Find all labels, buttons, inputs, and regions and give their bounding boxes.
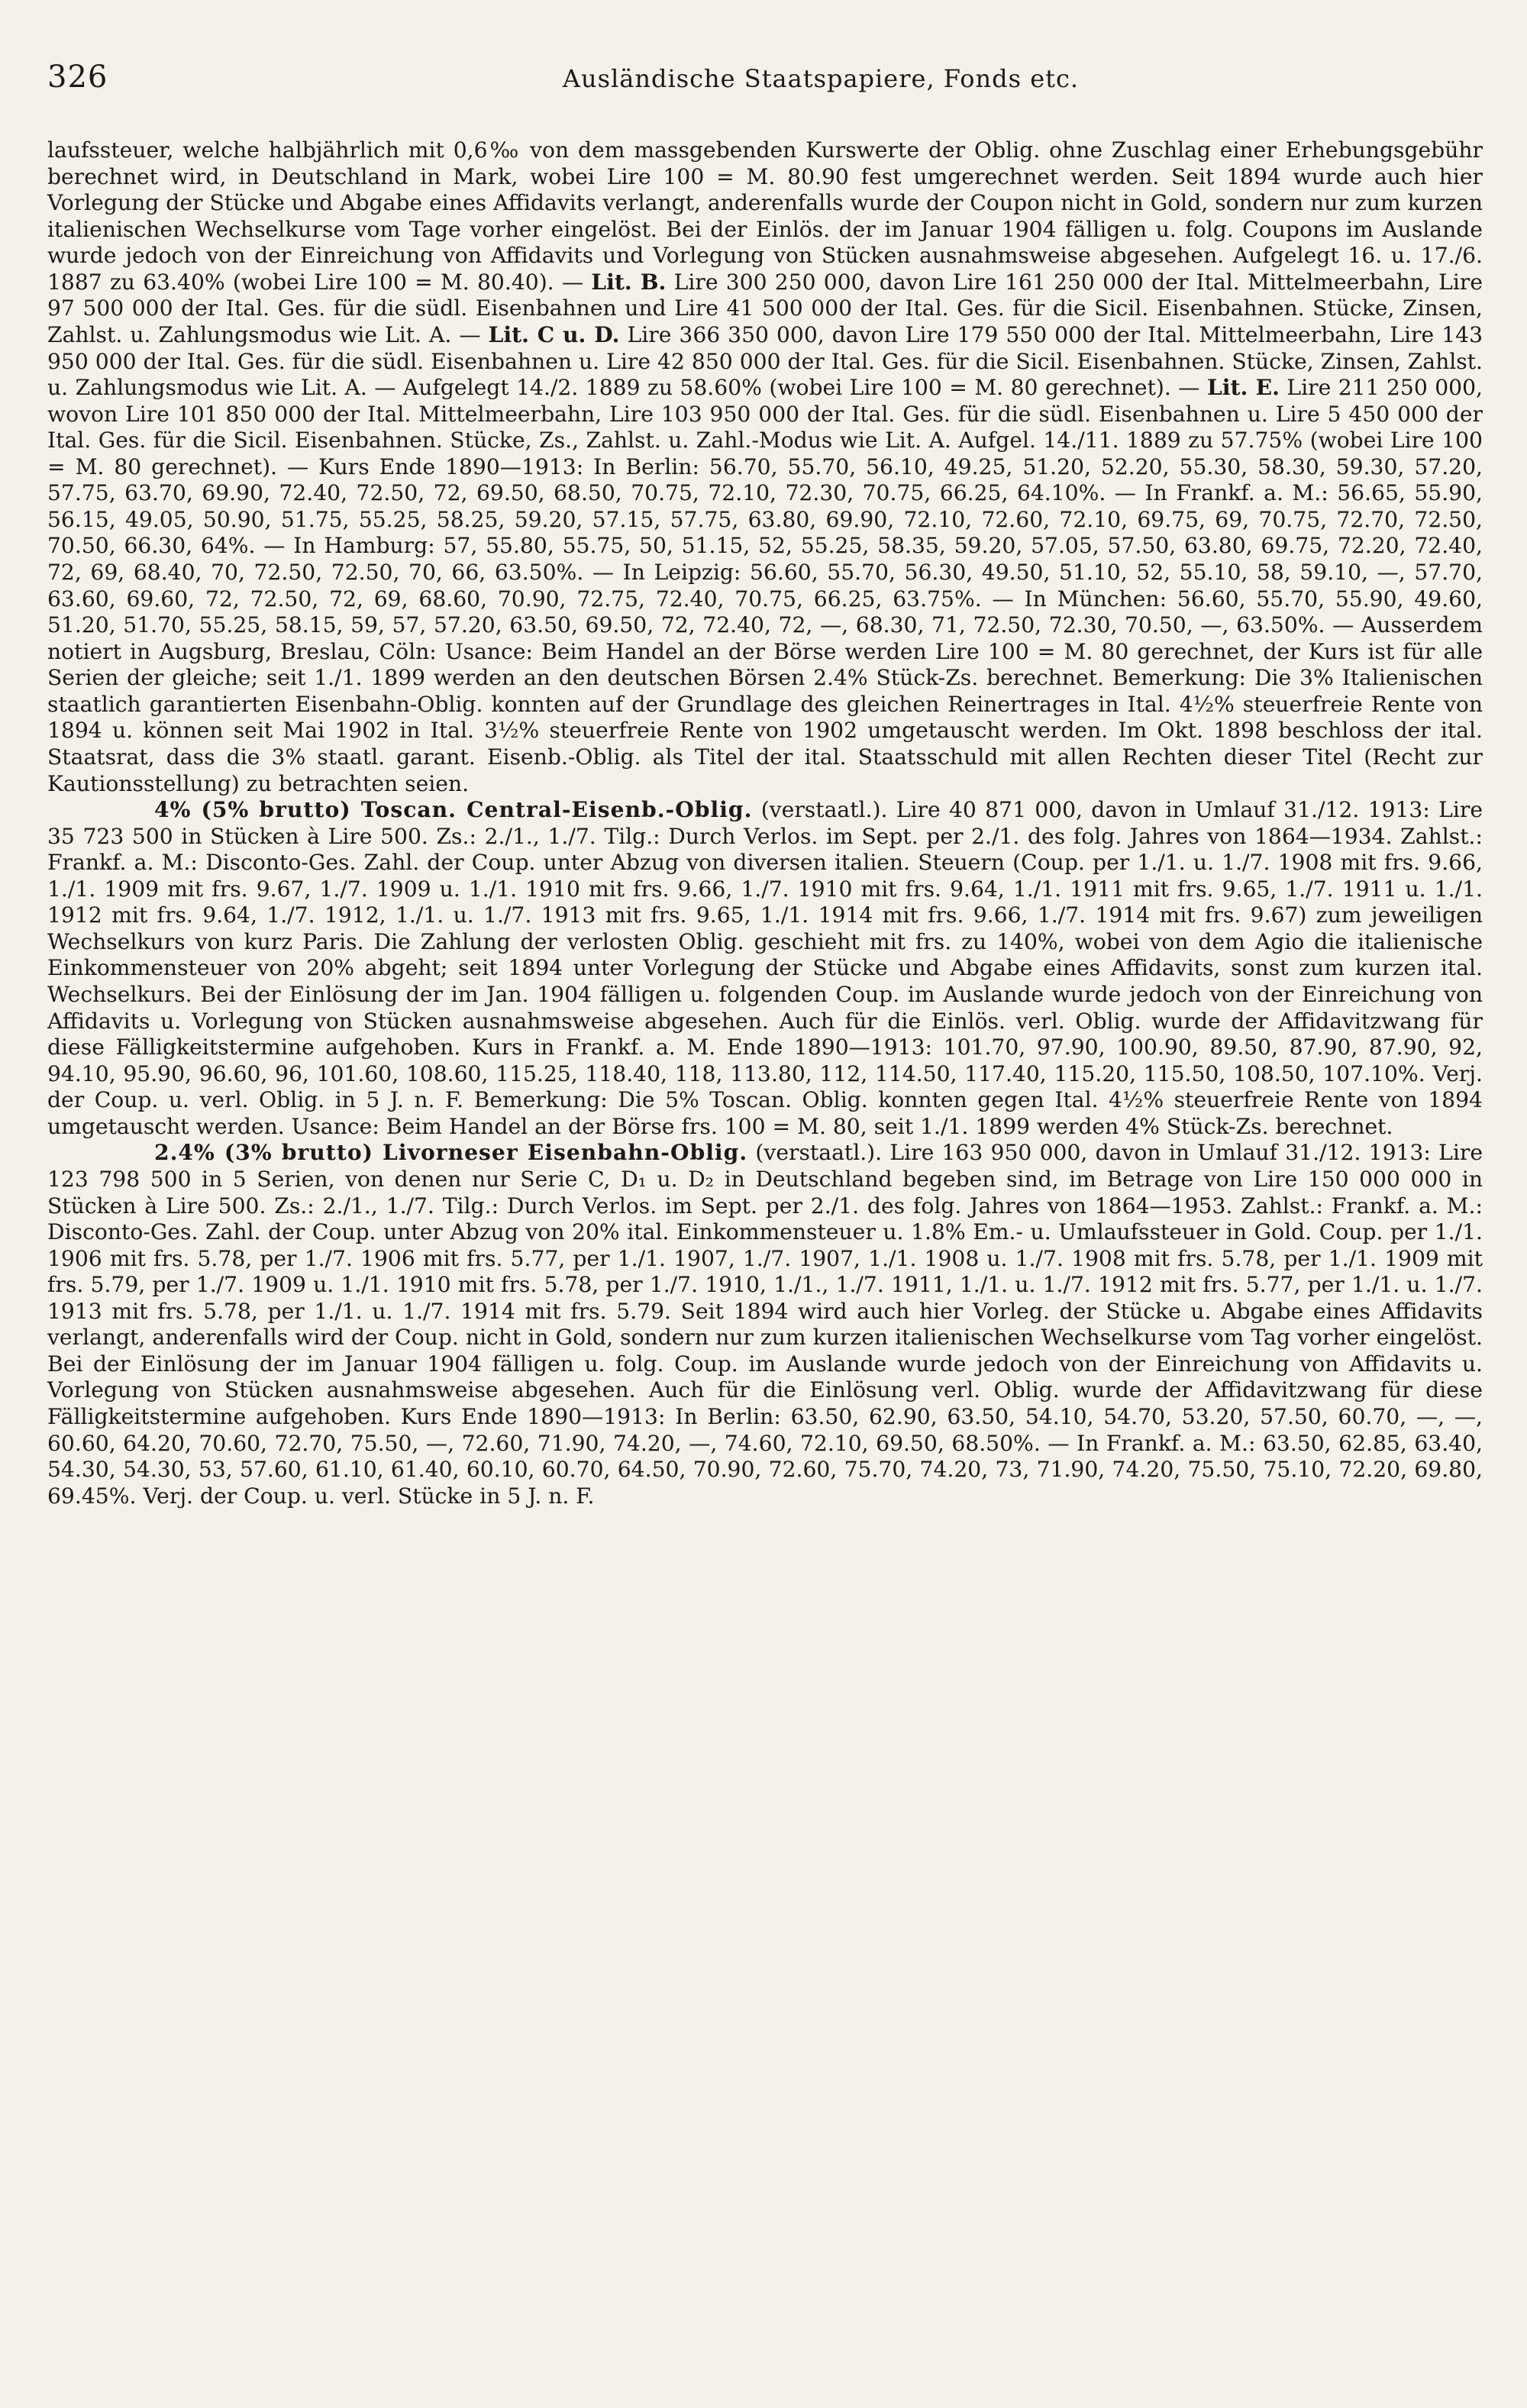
series-label-lit-b: Lit. B. [591, 269, 667, 295]
page-number: 326 [47, 60, 108, 95]
series-label-lit-c-d: Lit. C u. D. [488, 321, 620, 347]
running-title: Ausländische Staatspapiere, Fonds etc. [562, 64, 1080, 93]
paragraph-toscan-central-bonds [47, 797, 1483, 1140]
paragraph-text: Lire 211 250 000, wovon Lire 101 850 000 der Ital. Mittelmeerbahn, Lire 103 950 000 der Ital. Ges. für die südl. Eisenbahnen u. Lire 5 450 000 der Ital. Ges. für die Sicil. Eisenbahnen. Stücke, Zs., Zahlst. u. Zahl.-Modus wie Lit. A. Aufgel. 14./11. 1889 zu 57.75% (wobei Lire 100 = M. 80 gerechnet). — Kurs Ende 1890—1913: In Berlin: 56.70, 55.70, 56.10, 49.25, 51.20, 52.20, 55.30, 58.30, 59.30, 57.20, 57.75, 63.70, 69.90, 72.40, 72.50, 72, 69.50, 68.50, 70.75, 72.10, 72.30, 70.75, 66.25, 64.10%. — In Frankf. a. M.: 56.65, 55.90, 56.15, 49.05, 50.90, 51.75, 55.25, 58.25, 59.20, 57.15, 57.75, 63.80, 69.90, 72.10, 72.60, 72.10, 69.75, 69, 70.75, 72.70, 72.50, 70.50, 66.30, 64%. — In Hamburg: 57, 55.80, 55.75, 50, 51.15, 52, 55.25, 58.35, 59.20, 57.05, 57.50, 63.80, 69.75, 72.20, 72.40, 72, 69, 68.40, 70, 72.50, 72.50, 70, 66, 63.50%. — In Leipzig: 56.60, 55.70, 56.30, 49.50, 51.10, 52, 55.10, 58, 59.10, —, 57.70, 63.60, 69.60, 72, 72.50, 72, 69, 68.60, 70.90, 72.75, 72.40, 70.75, 66.25, 63.75%. — In München: 56.60, 55.70, 55.90, 49.60, 51.20, 51.70, 55.25, 58.15, 59, 57, 57.20, 63.50, 69.50, 72, 72.40, 72, —, 68.30, 71, 72.50, 72.30, 70.50, —, 63.50%. — Ausserdem notiert in Augsburg, Breslau, Cöln: Usance: Beim Handel an der Börse werden Lire 100 = M. 80 gerechnet, der Kurs ist für alle Serien der gleiche; seit 1./1. 1899 werden an den deutschen Börsen 2.4% Stück-Zs. berechnet. Bemerkung: Die 3% Italienischen staatlich garantierten Eisenbahn-Oblig. konnten auf der Grundlage des gleichen Reinertrages in Ital. 4½% steuerfreie Rente von 1894 u. können seit Mai 1902 in Ital. 3½% steuerfreie Rente von 1902 umgetauscht werden. Im Okt. 1898 beschloss der ital. Staatsrat, dass die 3% staatl. garant. Eisenb.-Oblig. als Titel der ital. Staatsschuld mit allen Rechten dieser Titel (Recht zur Kautionsstellung) zu betrachten seien. [47, 375, 1483, 796]
paragraph-text: laufssteuer, welche halbjährlich mit 0,6‰ von dem massgebenden Kurswerte der Oblig. ohne Zuschlag einer Erhebungsgebühr berechnet wird, in Deutschland in Mark, wobei Lire 100 = M. 80.90 fest umgerechnet werden. Seit 1894 wurde auch hier Vorlegung der Stücke und Abgabe eines Affidavits verlangt, anderenfalls wurde der Coupon nicht in Gold, sondern nur zum kurzen italienischen Wechselkurse vom Tage vorher eingelöst. Bei der Einlös. der im Januar 1904 fälligen u. folg. Coupons im Auslande wurde jedoch von der Einreichung von Affidavits und Vorlegung von Stücken ausnahmsweise abgesehen. Aufgelegt 16. u. 17./6. 1887 zu 63.40% (wobei Lire 100 = M. 80.40). — [47, 137, 1483, 295]
page-header [46, 60, 1481, 105]
series-label-lit-e: Lit. E. [1206, 375, 1280, 401]
paragraph-text: (verstaatl.). Lire 40 871 000, davon in Umlauf 31./12. 1913: Lire 35 723 500 in Stücken à Lire 500. Zs.: 2./1., 1./7. Tilg.: Durch Verlos. im Sept. per 2./1. des folg. Jahres von 1864—1934. Zahlst.: Frankf. a. M.: Disconto-Ges. Zahl. der Coup. unter Abzug von diversen italien. Steuern (Coup. per 1./1. u. 1./7. 1908 mit frs. 9.66, 1./1. 1909 mit frs. 9.67, 1./7. 1909 u. 1./1. 1910 mit frs. 9.66, 1./7. 1910 mit frs. 9.64, 1./1. 1911 mit frs. 9.65, 1./7. 1911 u. 1./1. 1912 mit frs. 9.64, 1./7. 1912, 1./1. u. 1./7. 1913 mit frs. 9.65, 1./1. 1914 mit frs. 9.66, 1./7. 1914 mit frs. 9.67) zum jeweiligen Wechselkurs von kurz Paris. Die Zahlung der verlosten Oblig. geschieht mit frs. zu 140%, wobei von dem Agio die italienische Einkommensteuer von 20% abgeht; seit 1894 unter Vorlegung der Stücke und Abgabe eines Affidavits, sonst zum kurzen ital. Wechselkurs. Bei der Einlösung der im Jan. 1904 fälligen u. folgenden Coup. im Auslande wurde jedoch von der Einreichung von Affidavits u. Vorlegung von Stücken ausnahmsweise abgesehen. Auch für die Einlös. verl. Oblig. wurde der Affidavitzwang für diese Fälligkeitstermine aufgehoben. Kurs in Frankf. a. M. Ende 1890—1913: 101.70, 97.90, 100.90, 89.50, 87.90, 87.90, 92, 94.10, 95.90, 96.60, 96, 101.60, 108.60, 115.25, 118.40, 118, 113.80, 112, 114.50, 117.40, 115.20, 115.50, 108.50, 107.10%. Verj. der Coup. u. verl. Oblig. in 5 J. n. F. Bemerkung: Die 5% Toscan. Oblig. konnten gegen Ital. 4½% steuerfreie Rente von 1894 umgetauscht werden. Usance: Beim Handel an der Börse frs. 100 = M. 80, seit 1./1. 1899 werden 4% Stück-Zs. berechnet. [47, 797, 1483, 1139]
paragraph-livorneser-bonds [47, 1140, 1483, 1509]
paragraph-text: (verstaatl.). Lire 163 950 000, davon in Umlauf 31./12. 1913: Lire 123 798 500 in 5 Serien, von denen nur Serie C, D₁ u. D₂ in Deutschland begeben sind, im Betrage von Lire 150 000 000 in Stücken à Lire 500. Zs.: 2./1., 1./7. Tilg.: Durch Verlos. im Sept. per 2./1. des folg. Jahres von 1864—1953. Zahlst.: Frankf. a. M.: Disconto-Ges. Zahl. der Coup. unter Abzug von 20% ital. Einkommensteuer u. 1.8% Em.- u. Umlaufssteuer in Gold. Coup. per 1./1. 1906 mit frs. 5.78, per 1./7. 1906 mit frs. 5.77, per 1./1. 1907, 1./7. 1907, 1./1. 1908 u. 1./7. 1908 mit frs. 5.78, per 1./1. 1909 mit frs. 5.79, per 1./7. 1909 u. 1./1. 1910 mit frs. 5.78, per 1./7. 1910, 1./1., 1./7. 1911, 1./1. u. 1./7. 1912 mit frs. 5.77, per 1./1. u. 1./7. 1913 mit frs. 5.78, per 1./1. u. 1./7. 1914 mit frs. 5.79. Seit 1894 wird auch hier Vorleg. der Stücke u. Abgabe eines Affidavits verlangt, anderenfalls wird der Coup. nicht in Gold, sondern nur zum kurzen italienischen Wechselkurse vom Tag vorher eingelöst. Bei der Einlösung der im Januar 1904 fälligen u. folg. Coup. im Auslande wurde jedoch von der Einreichung von Affidavits u. Vorlegung von Stücken ausnahmsweise abgesehen. Auch für die Einlösung verl. Oblig. wurde der Affidavitzwang für diese Fälligkeitstermine aufgehoben. Kurs Ende 1890—1913: In Berlin: 63.50, 62.90, 63.50, 54.10, 54.70, 53.20, 57.50, 60.70, —, —, 60.60, 64.20, 70.60, 72.70, 75.50, —, 72.60, 71.90, 74.20, —, 74.60, 72.10, 69.50, 68.50%. — In Frankf. a. M.: 63.50, 62.85, 63.40, 54.30, 54.30, 53, 57.60, 61.10, 61.40, 60.10, 60.70, 64.50, 70.90, 72.60, 75.70, 74.20, 73, 71.90, 74.20, 75.50, 75.10, 72.20, 69.80, 69.45%. Verj. der Coup. u. verl. Stücke in 5 J. n. F. [47, 1140, 1483, 1509]
paragraph-text: Lire 300 250 000, davon Lire 161 250 000 der Ital. Mittelmeerbahn, Lire 97 500 000 der Ital. Ges. für die südl. Eisenbahnen und Lire 41 500 000 der Ital. Ges. für die Sicil. Eisenbahnen. Stücke, Zinsen, Zahlst. u. Zahlungsmodus wie Lit. A. — [47, 269, 1483, 347]
body-text [47, 137, 1483, 1509]
paragraph-text: Lire 366 350 000, davon Lire 179 550 000 der Ital. Mittelmeerbahn, Lire 143 950 000 der Ital. Ges. für die südl. Eisenbahnen u. Lire 42 850 000 der Ital. Ges. für die Sicil. Eisenbahnen. Stücke, Zinsen, Zahlst. u. Zahlungsmodus wie Lit. A. — Aufgelegt 14./2. 1889 zu 58.60% (wobei Lire 100 = M. 80 gerechnet). — [47, 321, 1483, 401]
section-heading: 2.4% (3% brutto) Livorneser Eisenbahn-Oblig. [154, 1140, 748, 1166]
section-heading: 4% (5% brutto) Toscan. Central-Eisenb.-Oblig. [154, 797, 753, 823]
paragraph-italian-railway-bonds [47, 137, 1483, 797]
